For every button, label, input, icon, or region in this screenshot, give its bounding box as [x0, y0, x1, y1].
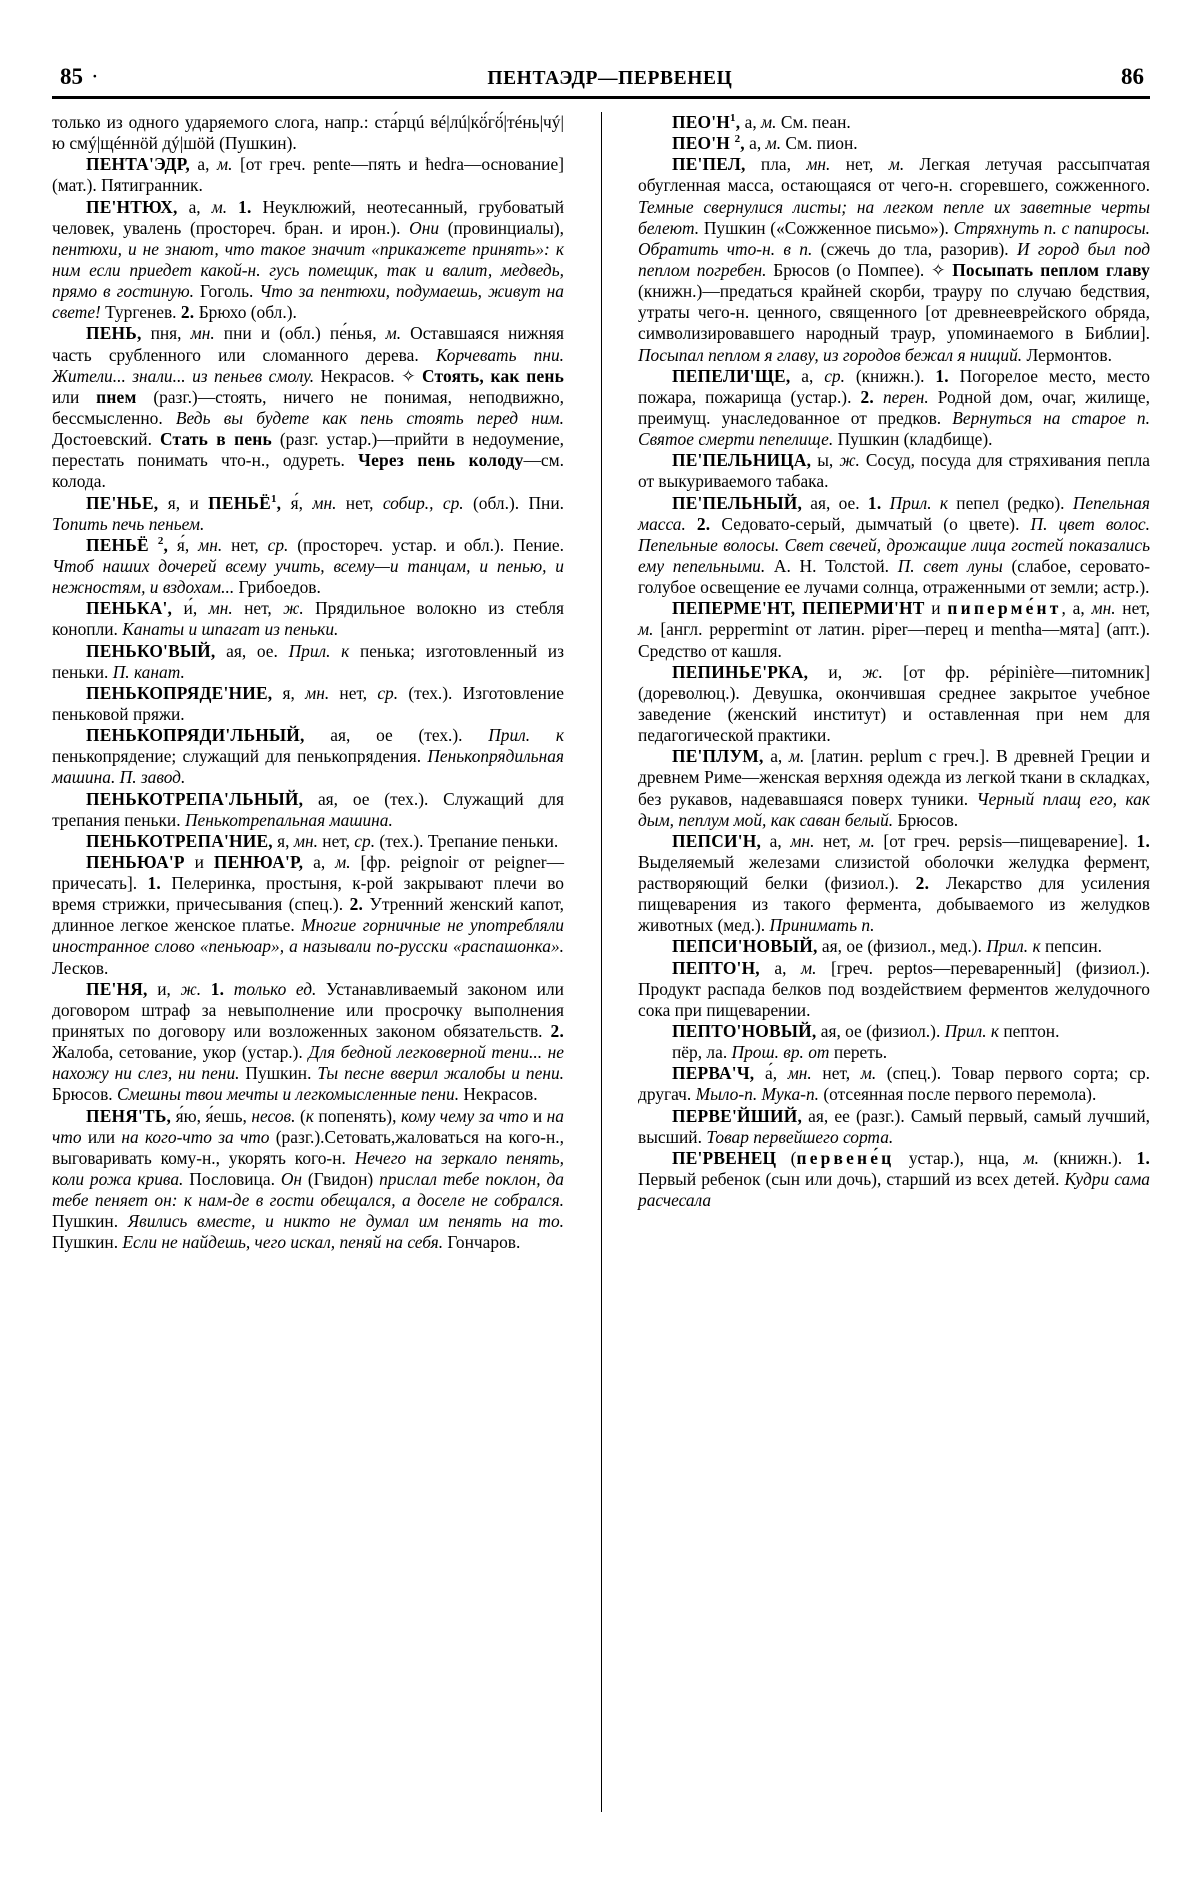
dictionary-entry: ПЕПТО'Н, а, м. [греч. peptos—переваренный] (физиол.). Продукт распада белков под воздействием ферментов желудочного сока при пищеварении. [638, 957, 1151, 1020]
dictionary-entry: пёр, ла. Прош. вр. от переть. [672, 1042, 888, 1063]
dictionary-entry: ПЕНТА'ЭДР, а, м. [от греч. pente—пять и ћedra—основание] (мат.). Пятигранник. [52, 154, 565, 196]
dictionary-entry: $ПЕО'Н^1$, а, м. См. пеан. [672, 112, 851, 132]
page-header [52, 64, 1150, 90]
dictionary-entry: ПЕНЬКОТРЕПА'НИЕ, я, мн. нет, ср. (тех.). Трепание пеньки. [86, 830, 559, 851]
dictionary-entry: ПЕРВА'Ч, а́, мн. нет, м. (спец.). Товар первого сорта; ср. другач. Мыло-п. Мука-п. (отсеянная после первого перемола). [638, 1063, 1150, 1105]
dictionary-entry: ПЕНЬКОПРЯДЕ'НИЕ, я, мн. нет, ср. (тех.). Изготовление пеньковой пряжи. [52, 682, 564, 724]
dictionary-entry: только из одного ударяемого слога, напр.: ста́рцú вé|лú|кö́гö́|тéнь|чý|ю смý|щéннöй дý|шöй (Пушкин). [52, 112, 564, 154]
dictionary-entry: ПЕНЬЁ $^2$, я́, мн. нет, ср. (простореч. устар. и обл.). Пение. Чтоб наших дочерей всему учить, всему—и танцам, и пенью, и нежностям, и вздохам... Грибоедов. [52, 534, 564, 598]
text-columns [52, 112, 1150, 1812]
dictionary-entry: ПЕ'НЯ, и, ж. 1. только ед. Устанавливаемый законом или договором штраф за невыполнение или просрочку выполнения принятых по договору или возложенных законом обязательств. 2. Жалоба, сетование, укор (устар.). Для бедной легковерной тени... не нахожу ни слез, ни пени. Пушкин. Ты песне вверил жалобы и пени. Брюсов. Смешны твои мечты и легкомысленные пени. Некрасов. [52, 978, 564, 1105]
dictionary-entry: ПЕНЬЮА'Р и ПЕНЮА'Р, а, м. [фр. peignoir от peigner—причесать]. 1. Пелеринка, простыня, к-рой закрывают плечи во время стрижки, причесывания (спец.). 2. Утренний женский капот, длинное легкое женское платье. Многие горничные не употребляли иностранное слово «пеньюар», а называли по-русски «распашонка». Лесков. [52, 851, 564, 978]
dictionary-entry: ПЕНЬКОТРЕПА'ЛЬНЫЙ, ая, ое (тех.). Служащий для трепания пеньки. Пенькотрепальная машина. [52, 788, 564, 830]
dictionary-entry: ПЕПСИ'НОВЫЙ, ая, ое (физиол., мед.). Прил. к пепсин. [672, 936, 1102, 957]
column-right [616, 112, 1150, 1812]
dictionary-entry: ПЕ'НЬЕ, я, и ПЕНЬЁ$^1$, я́, мн. нет, собир., ср. (обл.). Пни. Топить печь пеньем. [52, 492, 564, 534]
header-rule [52, 96, 1150, 99]
column-left [52, 112, 586, 1812]
dictionary-entry: ПЕПСИ'Н, а, мн. нет, м. [от греч. pepsis—пищеварение]. 1. Выделяемый железами слизистой оболочки желудка фермент, растворяющий белки (физиол.). 2. Лекарство для усиления пищеварения из такого фермента, добываемого из желудков животных (мед.). Принимать п. [638, 830, 1150, 936]
column-divider [601, 112, 602, 1812]
dictionary-entry: ПЕ'ПЛУМ, а, м. [латин. peplum с греч.]. В древней Греции и древнем Риме—женская верхняя одежда из легкой ткани в складках, без рукавов, надевавшаяся поверх туники. Черный плащ его, как дым, пеплум мой, как саван белый. Брюсов. [638, 746, 1151, 830]
dictionary-entry: ПЕНЯ'ТЬ, я́ю, я́ешь, несов. (к попенять), кому чему за что и на что или на кого-что за что (разг.).Сетовать,жаловаться на кого-н., выговаривать кому-н., укорять кого-н. Нечего на зеркало пенять, коли рожа крива. Пословица. Он (Гвидон) прислал тебе поклон, да тебе пеняет он: к нам-де в гости обещался, а доселе не собрался. Пушкин. Явились вместе, и никто не думал им пенять на то. Пушкин. Если не найдешь, чего искал, пеняй на себя. Гончаров. [52, 1105, 565, 1253]
dictionary-entry: ПЕО'Н $^2$, а, м. См. пион. [672, 133, 858, 154]
dictionary-entry: ПЕПЕРМЕ'НТ, ПЕПЕРМИ'НТ и пиперме́нт, а, мн. нет, м. [англ. peppermint от латин. piper—перец и mentha—мята] (апт.). Средство от кашля. [638, 598, 1150, 661]
page-number-right: 86 [1121, 64, 1144, 89]
page-number-left: 85 · [60, 64, 99, 90]
dictionary-entry: ПЕ'РВЕНЕЦ (первене́ц устар.), нца, м. (книжн.). 1. Первый ребенок (сын или дочь), старший из всех детей. Кудри сама расчесала [638, 1147, 1150, 1211]
dictionary-entry: ПЕНЬКО'ВЫЙ, ая, ое. Прил. к пенька; изготовленный из пеньки. П. канат. [52, 640, 564, 682]
dictionary-entry: ПЕНЬКА', и́, мн. нет, ж. Прядильное волокно из стебля конопли. Канаты и шпагат из пеньки. [52, 598, 564, 640]
dictionary-entry: ПЕПИНЬЕ'РКА, и, ж. [от фр. pépinière—питомник] (дореволюц.). Девушка, окончившая среднее закрытое учебное заведение (женский институт) и оставленная при нем для педагогической практики. [638, 661, 1150, 746]
dictionary-entry: ПЕ'НТЮХ, а, м. 1. Неуклюжий, неотесанный, грубоватый человек, увалень (простореч. бран. и ирон.). Они (провинциалы), пентюхи, и не знают, что такое значит «прикажете принять»: к ним если приедет какой-н. гусь помещик, так и валит, медведь, прямо в гостиную. Гоголь. Что за пентюхи, подумаешь, живут на свете! Тургенев. 2. Брюхо (обл.). [52, 196, 565, 323]
dictionary-entry: ПЕ'ПЕЛЬНИЦА, ы, ж. Сосуд, посуда для стряхивания пепла от выкуриваемого табака. [638, 450, 1150, 492]
dictionary-entry: ПЕ'ПЕЛЬНЫЙ, ая, ое. 1. Прил. к пепел (редко). Пепельная масса. 2. Седовато-серый, дымчатый (о цвете). П. цвет волос. Пепельные волосы. Свет свечей, дрожащие лица гостей показались ему пепельными. А. Н. Толстой. П. свет луны (слабое, серовато-голубое освещение ее лучами солнца, отраженными от земли; астр.). [638, 492, 1151, 598]
dictionary-entry: ПЕНЬКОПРЯДИ'ЛЬНЫЙ, ая, ое (тех.). Прил. к пенькопрядение; служащий для пенькопрядения. Пенькопрядильная машина. П. завод. [52, 725, 564, 788]
dictionary-entry: ПЕНЬ, пня, мн. пни и (обл.) пе́нья, м. Оставшаяся нижняя часть срубленного или сломанного дерева. Корчевать пни. Жители... знали... из пеньев смолу. Некрасов. ✧ Стоять, как пень или пнем (разг.)—стоять, ничего не понимая, неподвижно, бессмысленно. Ведь вы будете как пень стоять перед ним. Достоевский. Стать в пень (разг. устар.)—прийти в недоумение, перестать понимать что-н., одуреть. Через пень колоду—см. колода. [52, 323, 565, 492]
dictionary-entry: ПЕПЕЛИ'ЩЕ, а, ср. (книжн.). 1. Погорелое место, место пожара, пожарища (устар.). 2. перен. Родной дом, очаг, жилище, преимущ. унаследованное от предков. Вернуться на старое п. Святое смерти пепелище. Пушкин (кладбище). [638, 365, 1150, 450]
dictionary-entry: ПЕ'ПЕЛ, пла, мн. нет, м. Легкая летучая рассыпчатая обугленная масса, остающаяся от чего-н. сгоревшего, сожженного. Темные свернулися листы; на легком пепле их заветные черты белеют. Пушкин («Сожженное письмо»). Стряхнуть п. с папиросы. Обратить что-н. в п. (сжечь до тла, разорив). И город был под пеплом погребен. Брюсов (о Помпее). ✧ Посыпать пеплом главу (книжн.)—предаться крайней скорби, трауру по случаю бедствия, утраты чего-н. ценного, священного [от древнееврейского обряда, символизировавшего народный траур, упоминаемого в Библии]. Посыпал пеплом я главу, из городов бежал я нищий. Лермонтов. [638, 154, 1151, 365]
dictionary-entry: ПЕПТО'НОВЫЙ, ая, ое (физиол.). Прил. к пептон. [672, 1021, 1060, 1042]
dictionary-entry: ПЕРВЕ'ЙШИЙ, ая, ее (разг.). Самый первый, самый лучший, высший. Товар первейшего сорта. [638, 1105, 1150, 1147]
running-title: ПЕНТАЭДР—ПЕРВЕНЕЦ [487, 68, 733, 89]
